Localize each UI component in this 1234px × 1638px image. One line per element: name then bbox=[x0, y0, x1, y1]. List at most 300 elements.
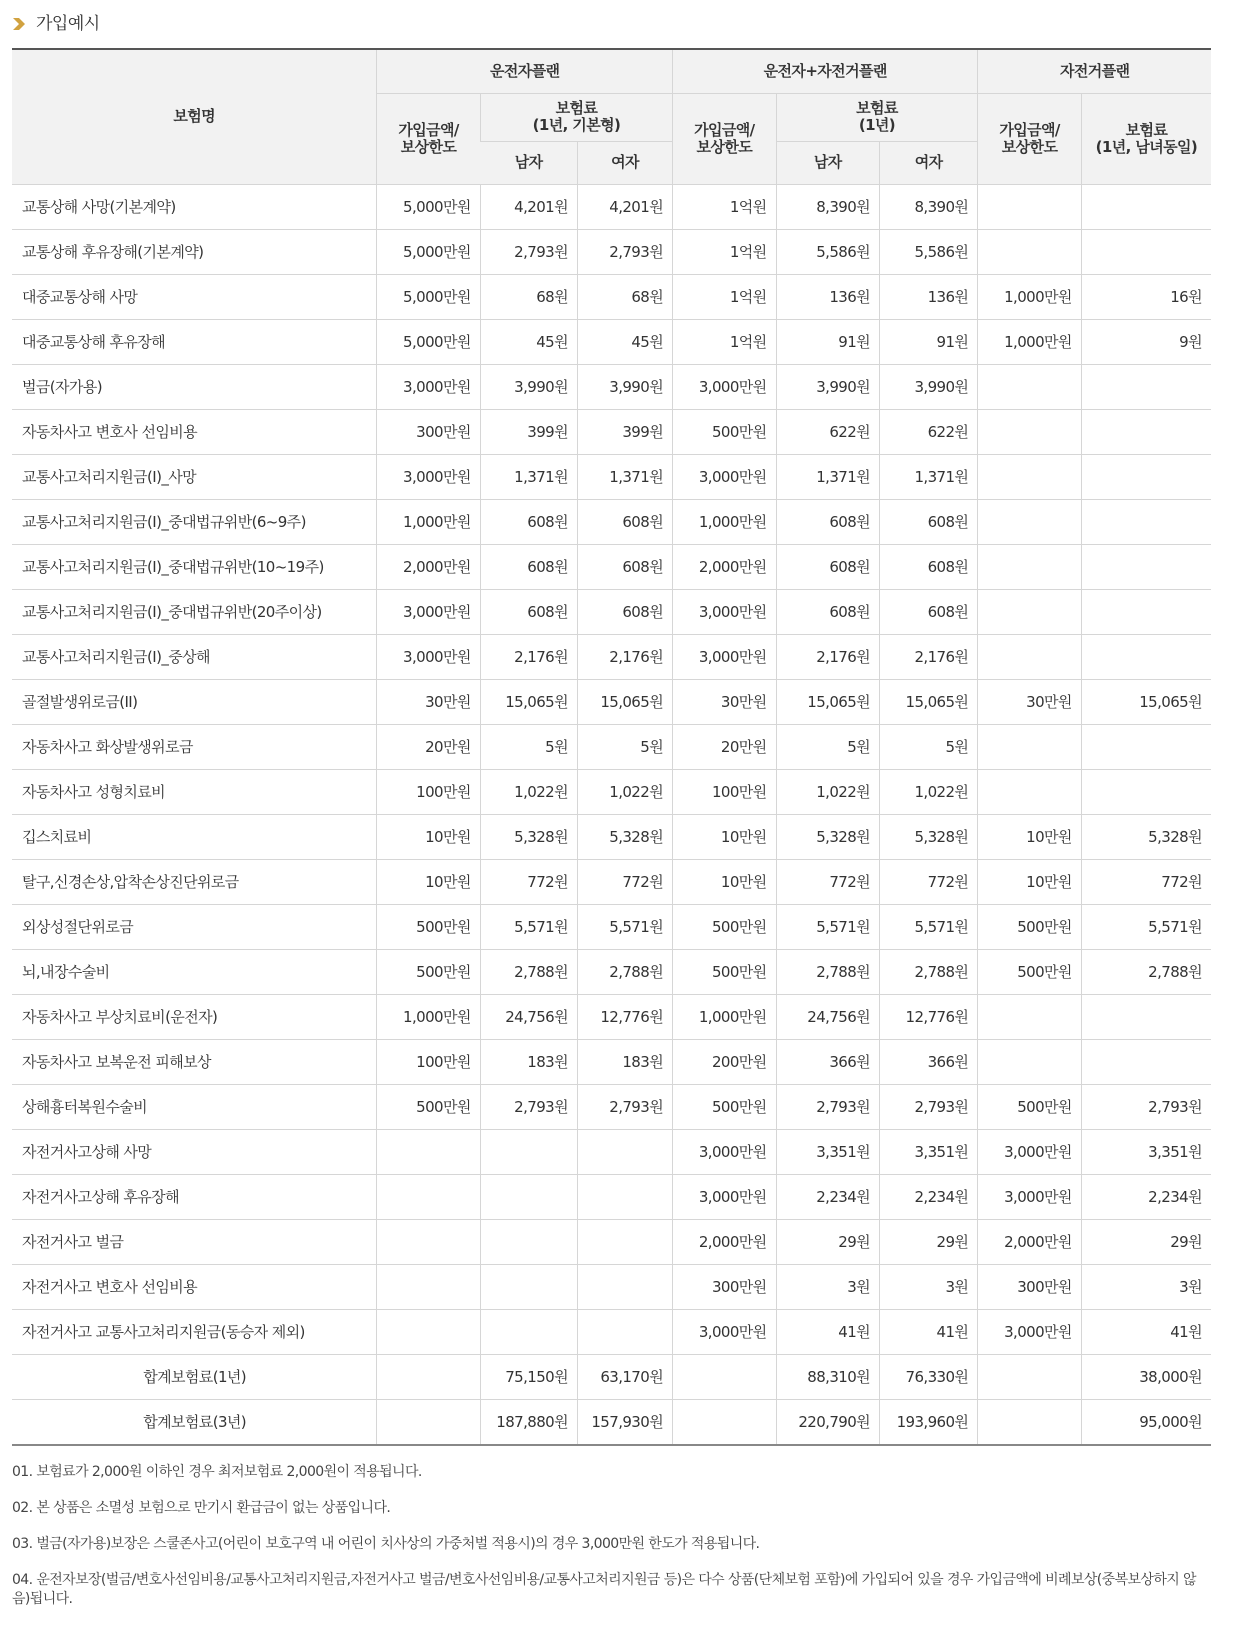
table-cell: 10만원 bbox=[978, 859, 1081, 904]
table-cell: 1,371원 bbox=[480, 454, 577, 499]
table-cell bbox=[480, 1174, 577, 1219]
table-row bbox=[12, 589, 1211, 634]
table-cell: 2,793원 bbox=[480, 229, 577, 274]
table-cell: 20만원 bbox=[377, 724, 480, 769]
row-label: 대중교통상해 사망 bbox=[12, 274, 377, 319]
table-cell: 500만원 bbox=[673, 949, 776, 994]
table-cell: 91원 bbox=[880, 319, 978, 364]
table-cell: 10만원 bbox=[673, 814, 776, 859]
table-cell: 5원 bbox=[776, 724, 879, 769]
row-label: 교통상해 후유장해(기본계약) bbox=[12, 229, 377, 274]
table-cell bbox=[978, 409, 1081, 454]
table-cell: 2,788원 bbox=[1081, 949, 1211, 994]
table-cell: 2,793원 bbox=[776, 1084, 879, 1129]
header-plan-driver-bicycle: 운전자+자전거플랜 bbox=[673, 49, 978, 93]
table-cell bbox=[377, 1129, 480, 1174]
table-row bbox=[12, 814, 1211, 859]
table-cell: 10만원 bbox=[673, 859, 776, 904]
table-row bbox=[12, 904, 1211, 949]
header-amount: 가입금액/ 보상한도 bbox=[978, 93, 1081, 184]
table-cell: 3,351원 bbox=[776, 1129, 879, 1174]
table-cell: 500만원 bbox=[978, 1084, 1081, 1129]
table-cell: 41원 bbox=[880, 1309, 978, 1354]
table-cell: 2,000만원 bbox=[978, 1219, 1081, 1264]
table-cell bbox=[377, 1399, 480, 1445]
table-cell: 2,000만원 bbox=[673, 544, 776, 589]
table-cell: 5,328원 bbox=[776, 814, 879, 859]
table-row bbox=[12, 1309, 1211, 1354]
table-cell bbox=[978, 454, 1081, 499]
table-cell: 399원 bbox=[577, 409, 672, 454]
row-label: 상해흉터복원수술비 bbox=[12, 1084, 377, 1129]
table-cell: 5원 bbox=[577, 724, 672, 769]
table-cell: 608원 bbox=[577, 544, 672, 589]
table-cell: 1,000만원 bbox=[377, 994, 480, 1039]
header-male: 남자 bbox=[776, 141, 879, 184]
table-cell: 3,351원 bbox=[880, 1129, 978, 1174]
table-cell: 200만원 bbox=[673, 1039, 776, 1084]
table-cell: 10만원 bbox=[377, 814, 480, 859]
table-cell: 1억원 bbox=[673, 319, 776, 364]
table-cell: 3원 bbox=[1081, 1264, 1211, 1309]
table-cell: 68원 bbox=[480, 274, 577, 319]
table-cell: 30만원 bbox=[377, 679, 480, 724]
row-label: 대중교통상해 후유장해 bbox=[12, 319, 377, 364]
table-cell: 15,065원 bbox=[1081, 679, 1211, 724]
table-cell: 3,990원 bbox=[480, 364, 577, 409]
table-cell: 45원 bbox=[480, 319, 577, 364]
table-cell bbox=[577, 1309, 672, 1354]
header-insurance-name: 보험명 bbox=[12, 49, 377, 184]
total-row bbox=[12, 1399, 1211, 1445]
table-cell: 1,022원 bbox=[880, 769, 978, 814]
note-item: 03. 벌금(자가용)보장은 스쿨존사고(어린이 보호구역 내 어린이 치사상의 가중처벌 적용시)의 경우 3,000만원 한도가 적용됩니다. bbox=[12, 1536, 760, 1552]
table-cell: 300만원 bbox=[673, 1264, 776, 1309]
table-cell bbox=[577, 1219, 672, 1264]
table-cell: 9원 bbox=[1081, 319, 1211, 364]
table-cell: 5,000만원 bbox=[377, 319, 480, 364]
table-cell: 4,201원 bbox=[577, 184, 672, 229]
table-cell: 2,176원 bbox=[480, 634, 577, 679]
table-row bbox=[12, 994, 1211, 1039]
table-cell: 30만원 bbox=[978, 679, 1081, 724]
table-cell: 3,351원 bbox=[1081, 1129, 1211, 1174]
table-cell: 193,960원 bbox=[880, 1399, 978, 1445]
table-cell: 16원 bbox=[1081, 274, 1211, 319]
table-row bbox=[12, 1264, 1211, 1309]
table-cell: 1,371원 bbox=[776, 454, 879, 499]
header-premium-basic: 보험료 (1년, 기본형) bbox=[480, 93, 672, 141]
row-label: 합계보험료(3년) bbox=[12, 1399, 377, 1445]
row-label: 자동차사고 부상치료비(운전자) bbox=[12, 994, 377, 1039]
table-cell bbox=[480, 1129, 577, 1174]
table-cell: 3,000만원 bbox=[673, 454, 776, 499]
table-cell: 772원 bbox=[880, 859, 978, 904]
table-cell: 220,790원 bbox=[776, 1399, 879, 1445]
table-row bbox=[12, 1219, 1211, 1264]
table-cell: 136원 bbox=[880, 274, 978, 319]
table-row bbox=[12, 544, 1211, 589]
row-label: 자동차사고 변호사 선임비용 bbox=[12, 409, 377, 454]
table-row bbox=[12, 1174, 1211, 1219]
table-cell bbox=[377, 1174, 480, 1219]
table-cell: 2,793원 bbox=[577, 1084, 672, 1129]
table-row bbox=[12, 184, 1211, 229]
table-cell bbox=[978, 364, 1081, 409]
table-cell: 10만원 bbox=[978, 814, 1081, 859]
table-cell: 157,930원 bbox=[577, 1399, 672, 1445]
table-cell: 95,000원 bbox=[1081, 1399, 1211, 1445]
table-cell: 5,586원 bbox=[880, 229, 978, 274]
table-cell: 5,571원 bbox=[480, 904, 577, 949]
table-cell: 12,776원 bbox=[880, 994, 978, 1039]
table-cell bbox=[1081, 229, 1211, 274]
table-cell bbox=[480, 1309, 577, 1354]
table-cell bbox=[978, 184, 1081, 229]
premium-example-table bbox=[12, 48, 1211, 1446]
table-row bbox=[12, 499, 1211, 544]
table-cell: 2,000만원 bbox=[377, 544, 480, 589]
notes bbox=[12, 1463, 1212, 1626]
table-cell: 5,328원 bbox=[1081, 814, 1211, 859]
table-cell: 300만원 bbox=[978, 1264, 1081, 1309]
table-cell: 3,000만원 bbox=[377, 454, 480, 499]
table-cell: 3,000만원 bbox=[673, 1129, 776, 1174]
table-cell: 2,788원 bbox=[480, 949, 577, 994]
table-cell: 3,000만원 bbox=[673, 1174, 776, 1219]
table-cell: 8,390원 bbox=[880, 184, 978, 229]
table-cell: 136원 bbox=[776, 274, 879, 319]
header-premium-year: 보험료 (1년) bbox=[776, 93, 978, 141]
table-cell: 2,793원 bbox=[480, 1084, 577, 1129]
table-cell: 5,000만원 bbox=[377, 184, 480, 229]
table-cell: 2,000만원 bbox=[673, 1219, 776, 1264]
table-cell: 1억원 bbox=[673, 184, 776, 229]
table-cell: 3,000만원 bbox=[673, 634, 776, 679]
table-cell bbox=[978, 544, 1081, 589]
table-cell: 3,000만원 bbox=[377, 364, 480, 409]
table-cell: 3,000만원 bbox=[978, 1174, 1081, 1219]
table-cell: 772원 bbox=[1081, 859, 1211, 904]
row-label: 교통사고처리지원금(I)_중대법규위반(10~19주) bbox=[12, 544, 377, 589]
table-cell: 608원 bbox=[480, 499, 577, 544]
table-cell: 29원 bbox=[1081, 1219, 1211, 1264]
table-cell bbox=[1081, 769, 1211, 814]
table-cell: 500만원 bbox=[978, 949, 1081, 994]
table-cell: 5,328원 bbox=[880, 814, 978, 859]
table-cell bbox=[1081, 544, 1211, 589]
table-cell: 608원 bbox=[577, 499, 672, 544]
table-cell bbox=[1081, 1039, 1211, 1084]
table-cell: 24,756원 bbox=[776, 994, 879, 1039]
table-row bbox=[12, 1129, 1211, 1174]
table-cell bbox=[1081, 364, 1211, 409]
table-cell bbox=[978, 634, 1081, 679]
table-cell: 3,000만원 bbox=[673, 1309, 776, 1354]
table-cell: 1,000만원 bbox=[978, 319, 1081, 364]
table-cell: 41원 bbox=[1081, 1309, 1211, 1354]
table-row bbox=[12, 274, 1211, 319]
table-cell bbox=[1081, 724, 1211, 769]
table-cell: 2,788원 bbox=[880, 949, 978, 994]
table-cell: 1억원 bbox=[673, 229, 776, 274]
table-cell: 5,328원 bbox=[577, 814, 672, 859]
table-cell bbox=[978, 724, 1081, 769]
table-row bbox=[12, 859, 1211, 904]
table-cell: 38,000원 bbox=[1081, 1354, 1211, 1399]
section-title: 가입예시 bbox=[36, 13, 100, 34]
table-cell: 500만원 bbox=[673, 904, 776, 949]
row-label: 탈구,신경손상,압착손상진단위로금 bbox=[12, 859, 377, 904]
table-cell bbox=[978, 1039, 1081, 1084]
table-cell: 2,234원 bbox=[880, 1174, 978, 1219]
row-label: 자전거사고상해 후유장해 bbox=[12, 1174, 377, 1219]
row-label: 교통사고처리지원금(I)_중상해 bbox=[12, 634, 377, 679]
table-cell: 15,065원 bbox=[880, 679, 978, 724]
table-cell: 5원 bbox=[480, 724, 577, 769]
note-item: 04. 운전자보장(벌금/변호사선임비용/교통사고처리지원금,자전거사고 벌금/변호사선임비용/교통사고처리지원금 등)은 다수 상품(단체보험 포함)에 가입되어 있을 경우 가입금액에 비례보상(중복보상하지 않음)됩니다. bbox=[12, 1572, 1196, 1607]
table-cell bbox=[673, 1354, 776, 1399]
table-cell: 15,065원 bbox=[577, 679, 672, 724]
table-row bbox=[12, 229, 1211, 274]
table-cell: 3,990원 bbox=[577, 364, 672, 409]
table-cell bbox=[377, 1309, 480, 1354]
table-cell: 1,022원 bbox=[480, 769, 577, 814]
table-cell: 366원 bbox=[776, 1039, 879, 1084]
table-cell: 3원 bbox=[776, 1264, 879, 1309]
header-amount: 가입금액/ 보상한도 bbox=[673, 93, 776, 184]
table-cell bbox=[480, 1264, 577, 1309]
section-header bbox=[12, 8, 100, 34]
table-cell bbox=[377, 1354, 480, 1399]
table-cell: 100만원 bbox=[377, 1039, 480, 1084]
row-label: 외상성절단위로금 bbox=[12, 904, 377, 949]
row-label: 교통사고처리지원금(I)_사망 bbox=[12, 454, 377, 499]
table-cell: 1,000만원 bbox=[377, 499, 480, 544]
table-row bbox=[12, 1084, 1211, 1129]
table-cell: 772원 bbox=[776, 859, 879, 904]
table-cell: 5원 bbox=[880, 724, 978, 769]
table-row bbox=[12, 1039, 1211, 1084]
table-cell: 500만원 bbox=[377, 1084, 480, 1129]
table-cell: 91원 bbox=[776, 319, 879, 364]
table-cell: 1,022원 bbox=[577, 769, 672, 814]
table-cell: 5,571원 bbox=[577, 904, 672, 949]
chevron-right-icon bbox=[12, 17, 26, 31]
table-cell bbox=[1081, 994, 1211, 1039]
table-cell: 3,990원 bbox=[776, 364, 879, 409]
table-cell: 2,176원 bbox=[577, 634, 672, 679]
table-cell: 1,371원 bbox=[577, 454, 672, 499]
table-cell: 183원 bbox=[480, 1039, 577, 1084]
row-label: 자전거사고 변호사 선임비용 bbox=[12, 1264, 377, 1309]
header-female: 여자 bbox=[880, 141, 978, 184]
table-cell: 608원 bbox=[776, 589, 879, 634]
table-cell: 2,788원 bbox=[577, 949, 672, 994]
table-row bbox=[12, 409, 1211, 454]
table-cell bbox=[1081, 409, 1211, 454]
table-cell: 20만원 bbox=[673, 724, 776, 769]
table-cell: 88,310원 bbox=[776, 1354, 879, 1399]
table-cell bbox=[377, 1219, 480, 1264]
table-cell: 29원 bbox=[776, 1219, 879, 1264]
note-item: 01. 보험료가 2,000원 이하인 경우 최저보험료 2,000원이 적용됩니다. bbox=[12, 1464, 422, 1480]
table-row bbox=[12, 454, 1211, 499]
row-label: 자동차사고 보복운전 피해보상 bbox=[12, 1039, 377, 1084]
row-label: 자전거사고 벌금 bbox=[12, 1219, 377, 1264]
row-label: 교통상해 사망(기본계약) bbox=[12, 184, 377, 229]
header-plan-bicycle: 자전거플랜 bbox=[978, 49, 1211, 93]
row-label: 골절발생위로금(II) bbox=[12, 679, 377, 724]
row-label: 자동차사고 성형치료비 bbox=[12, 769, 377, 814]
table-cell: 608원 bbox=[480, 544, 577, 589]
table-cell: 30만원 bbox=[673, 679, 776, 724]
total-row bbox=[12, 1354, 1211, 1399]
table-cell: 15,065원 bbox=[480, 679, 577, 724]
table-cell: 5,571원 bbox=[880, 904, 978, 949]
row-label: 벌금(자가용) bbox=[12, 364, 377, 409]
table-cell: 3,990원 bbox=[880, 364, 978, 409]
table-cell: 608원 bbox=[776, 499, 879, 544]
table-cell bbox=[1081, 454, 1211, 499]
table-cell: 500만원 bbox=[978, 904, 1081, 949]
table-cell bbox=[978, 1399, 1081, 1445]
table-cell bbox=[978, 589, 1081, 634]
header-plan-driver: 운전자플랜 bbox=[377, 49, 673, 93]
table-row bbox=[12, 679, 1211, 724]
table-cell bbox=[978, 769, 1081, 814]
table-row bbox=[12, 949, 1211, 994]
table-cell bbox=[1081, 184, 1211, 229]
table-cell: 500만원 bbox=[377, 949, 480, 994]
table-cell: 29원 bbox=[880, 1219, 978, 1264]
table-cell: 3,000만원 bbox=[978, 1129, 1081, 1174]
table-cell: 5,000만원 bbox=[377, 274, 480, 319]
table-cell: 622원 bbox=[776, 409, 879, 454]
table-row bbox=[12, 724, 1211, 769]
table-cell bbox=[577, 1264, 672, 1309]
row-label: 교통사고처리지원금(I)_중대법규위반(20주이상) bbox=[12, 589, 377, 634]
table-cell: 608원 bbox=[577, 589, 672, 634]
table-cell: 3원 bbox=[880, 1264, 978, 1309]
table-cell: 3,000만원 bbox=[377, 589, 480, 634]
table-cell: 3,000만원 bbox=[673, 589, 776, 634]
table-cell: 2,176원 bbox=[776, 634, 879, 679]
table-cell: 4,201원 bbox=[480, 184, 577, 229]
table-cell: 300만원 bbox=[377, 409, 480, 454]
table-cell: 45원 bbox=[577, 319, 672, 364]
table-cell: 608원 bbox=[776, 544, 879, 589]
table-cell: 1억원 bbox=[673, 274, 776, 319]
table-row bbox=[12, 634, 1211, 679]
table-cell: 12,776원 bbox=[577, 994, 672, 1039]
row-label: 자동차사고 화상발생위로금 bbox=[12, 724, 377, 769]
table-cell bbox=[1081, 499, 1211, 544]
table-cell: 5,571원 bbox=[776, 904, 879, 949]
table-cell: 76,330원 bbox=[880, 1354, 978, 1399]
header-amount: 가입금액/ 보상한도 bbox=[377, 93, 480, 184]
table-cell: 399원 bbox=[480, 409, 577, 454]
table-cell: 5,000만원 bbox=[377, 229, 480, 274]
table-cell: 772원 bbox=[577, 859, 672, 904]
row-label: 깁스치료비 bbox=[12, 814, 377, 859]
table-cell: 2,793원 bbox=[880, 1084, 978, 1129]
table-cell: 24,756원 bbox=[480, 994, 577, 1039]
table-cell: 2,788원 bbox=[776, 949, 879, 994]
row-label: 뇌,내장수술비 bbox=[12, 949, 377, 994]
table-cell: 3,000만원 bbox=[673, 364, 776, 409]
row-label: 자전거사고 교통사고처리지원금(동승자 제외) bbox=[12, 1309, 377, 1354]
table-cell: 63,170원 bbox=[577, 1354, 672, 1399]
table-row bbox=[12, 319, 1211, 364]
table-cell: 5,328원 bbox=[480, 814, 577, 859]
table-cell: 15,065원 bbox=[776, 679, 879, 724]
table-cell: 1,022원 bbox=[776, 769, 879, 814]
table-cell: 1,000만원 bbox=[978, 274, 1081, 319]
table-cell: 8,390원 bbox=[776, 184, 879, 229]
header-premium-same: 보험료 (1년, 남녀동일) bbox=[1081, 93, 1211, 184]
table-cell: 500만원 bbox=[673, 409, 776, 454]
table-cell: 1,000만원 bbox=[673, 499, 776, 544]
table-cell bbox=[978, 1354, 1081, 1399]
table-cell: 2,234원 bbox=[1081, 1174, 1211, 1219]
table-cell bbox=[978, 994, 1081, 1039]
table-cell bbox=[673, 1399, 776, 1445]
table-cell: 187,880원 bbox=[480, 1399, 577, 1445]
table-cell: 183원 bbox=[577, 1039, 672, 1084]
table-cell bbox=[377, 1264, 480, 1309]
table-cell: 608원 bbox=[480, 589, 577, 634]
table-cell: 1,371원 bbox=[880, 454, 978, 499]
table-cell: 41원 bbox=[776, 1309, 879, 1354]
table-cell: 608원 bbox=[880, 544, 978, 589]
table-cell: 5,571원 bbox=[1081, 904, 1211, 949]
table-row bbox=[12, 364, 1211, 409]
row-label: 합계보험료(1년) bbox=[12, 1354, 377, 1399]
table-cell: 100만원 bbox=[377, 769, 480, 814]
table-cell: 2,793원 bbox=[1081, 1084, 1211, 1129]
row-label: 교통사고처리지원금(I)_중대법규위반(6~9주) bbox=[12, 499, 377, 544]
table-cell: 5,586원 bbox=[776, 229, 879, 274]
table-cell: 100만원 bbox=[673, 769, 776, 814]
table-body bbox=[12, 184, 1211, 1445]
table-cell bbox=[978, 499, 1081, 544]
header-male: 남자 bbox=[480, 141, 577, 184]
table-cell: 608원 bbox=[880, 589, 978, 634]
table-cell: 366원 bbox=[880, 1039, 978, 1084]
table-cell: 75,150원 bbox=[480, 1354, 577, 1399]
table-cell: 10만원 bbox=[377, 859, 480, 904]
row-label: 자전거사고상해 사망 bbox=[12, 1129, 377, 1174]
table-cell bbox=[577, 1174, 672, 1219]
table-cell: 772원 bbox=[480, 859, 577, 904]
table-cell bbox=[978, 229, 1081, 274]
table-row bbox=[12, 769, 1211, 814]
table-cell bbox=[1081, 634, 1211, 679]
table-cell bbox=[480, 1219, 577, 1264]
table-cell: 3,000만원 bbox=[978, 1309, 1081, 1354]
header-female: 여자 bbox=[577, 141, 672, 184]
table-cell: 622원 bbox=[880, 409, 978, 454]
table-cell: 2,793원 bbox=[577, 229, 672, 274]
table-cell: 500만원 bbox=[673, 1084, 776, 1129]
table-cell: 2,234원 bbox=[776, 1174, 879, 1219]
table-cell: 3,000만원 bbox=[377, 634, 480, 679]
table-cell: 1,000만원 bbox=[673, 994, 776, 1039]
table-cell bbox=[577, 1129, 672, 1174]
table-cell bbox=[1081, 589, 1211, 634]
table-cell: 608원 bbox=[880, 499, 978, 544]
